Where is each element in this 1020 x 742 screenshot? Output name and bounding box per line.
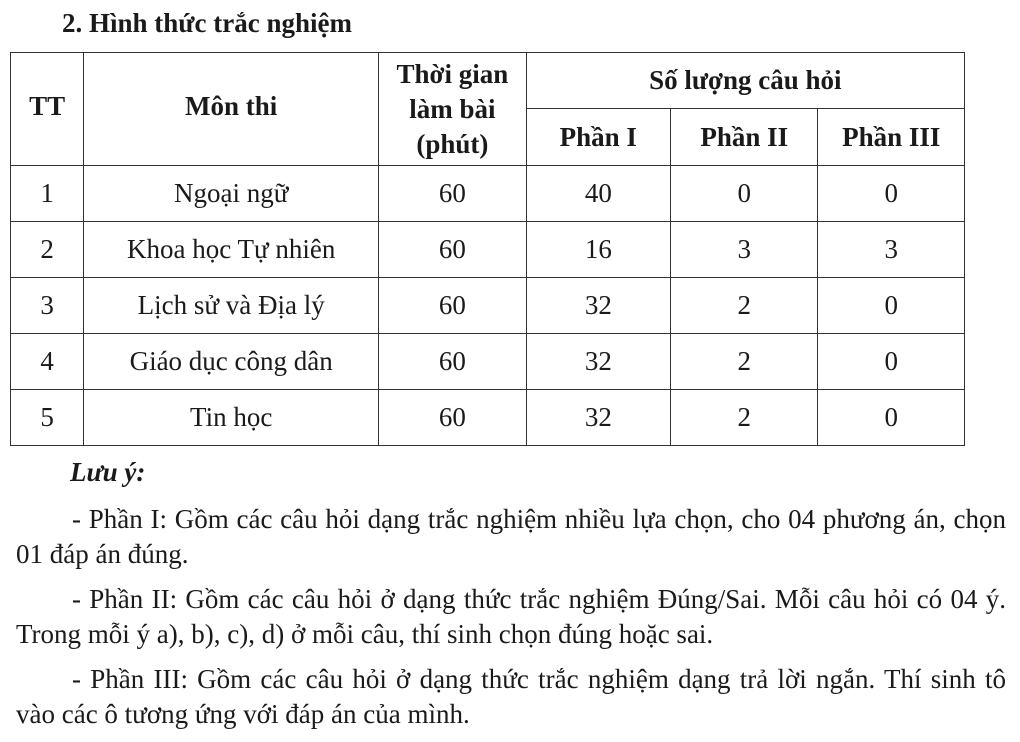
note-part2: - Phần II: Gồm các câu hỏi ở dạng thức trắc nghiệm Đúng/Sai. Mỗi câu hỏi có 04 ý. Trong mỗi ý a), b), c), d) ở mỗi câu, thí sinh chọn đúng hoặc sai. [16,584,1006,649]
cell-part2: 2 [671,334,818,390]
cell-time: 60 [379,390,526,446]
header-time [379,53,526,166]
cell-tt: 2 [11,222,84,278]
header-question-count: Số lượng câu hỏi [526,53,964,109]
cell-part3: 0 [818,334,965,390]
note-part1: - Phần I: Gồm các câu hỏi dạng trắc nghiệm nhiều lựa chọn, cho 04 phương án, chọn 01 đáp án đúng. [16,504,1006,569]
cell-part1: 16 [526,222,670,278]
cell-part2: 0 [671,166,818,222]
header-time-line2: làm bài [409,93,496,124]
header-part3: Phần III [818,109,965,166]
cell-part1: 32 [526,278,670,334]
cell-part1: 40 [526,166,670,222]
header-part2: Phần II [671,109,818,166]
cell-part1: 32 [526,390,670,446]
cell-subject: Ngoại ngữ [84,166,379,222]
cell-time: 60 [379,278,526,334]
table-row [11,278,965,334]
cell-time: 60 [379,166,526,222]
notes-section [16,455,1006,742]
cell-subject: Tin học [84,390,379,446]
exam-format-table [10,52,965,446]
cell-tt: 5 [11,390,84,446]
cell-part2: 2 [671,390,818,446]
cell-time: 60 [379,222,526,278]
cell-part3: 3 [818,222,965,278]
cell-part3: 0 [818,278,965,334]
cell-tt: 4 [11,334,84,390]
cell-subject: Lịch sử và Địa lý [84,278,379,334]
cell-tt: 1 [11,166,84,222]
table-header-row [11,53,965,109]
cell-tt: 3 [11,278,84,334]
cell-part2: 3 [671,222,818,278]
header-part1: Phần I [526,109,670,166]
cell-part3: 0 [818,166,965,222]
header-time-line3: (phút) [416,128,489,159]
section-heading: 2. Hình thức trắc nghiệm [62,8,352,38]
header-time-line1: Thời gian [396,58,509,89]
cell-part2: 2 [671,278,818,334]
cell-subject: Giáo dục công dân [84,334,379,390]
table-row [11,390,965,446]
cell-part3: 0 [818,390,965,446]
note-part3: - Phần III: Gồm các câu hỏi ở dạng thức trắc nghiệm dạng trả lời ngắn. Thí sinh tô vào các ô tương ứng với đáp án của mình. [16,664,1006,729]
table-row [11,334,965,390]
header-subject: Môn thi [84,53,379,166]
table-row [11,222,965,278]
header-tt: TT [11,53,84,166]
table-row [11,166,965,222]
cell-part1: 32 [526,334,670,390]
notes-title: Lưu ý: [70,457,146,487]
cell-time: 60 [379,334,526,390]
cell-subject: Khoa học Tự nhiên [84,222,379,278]
